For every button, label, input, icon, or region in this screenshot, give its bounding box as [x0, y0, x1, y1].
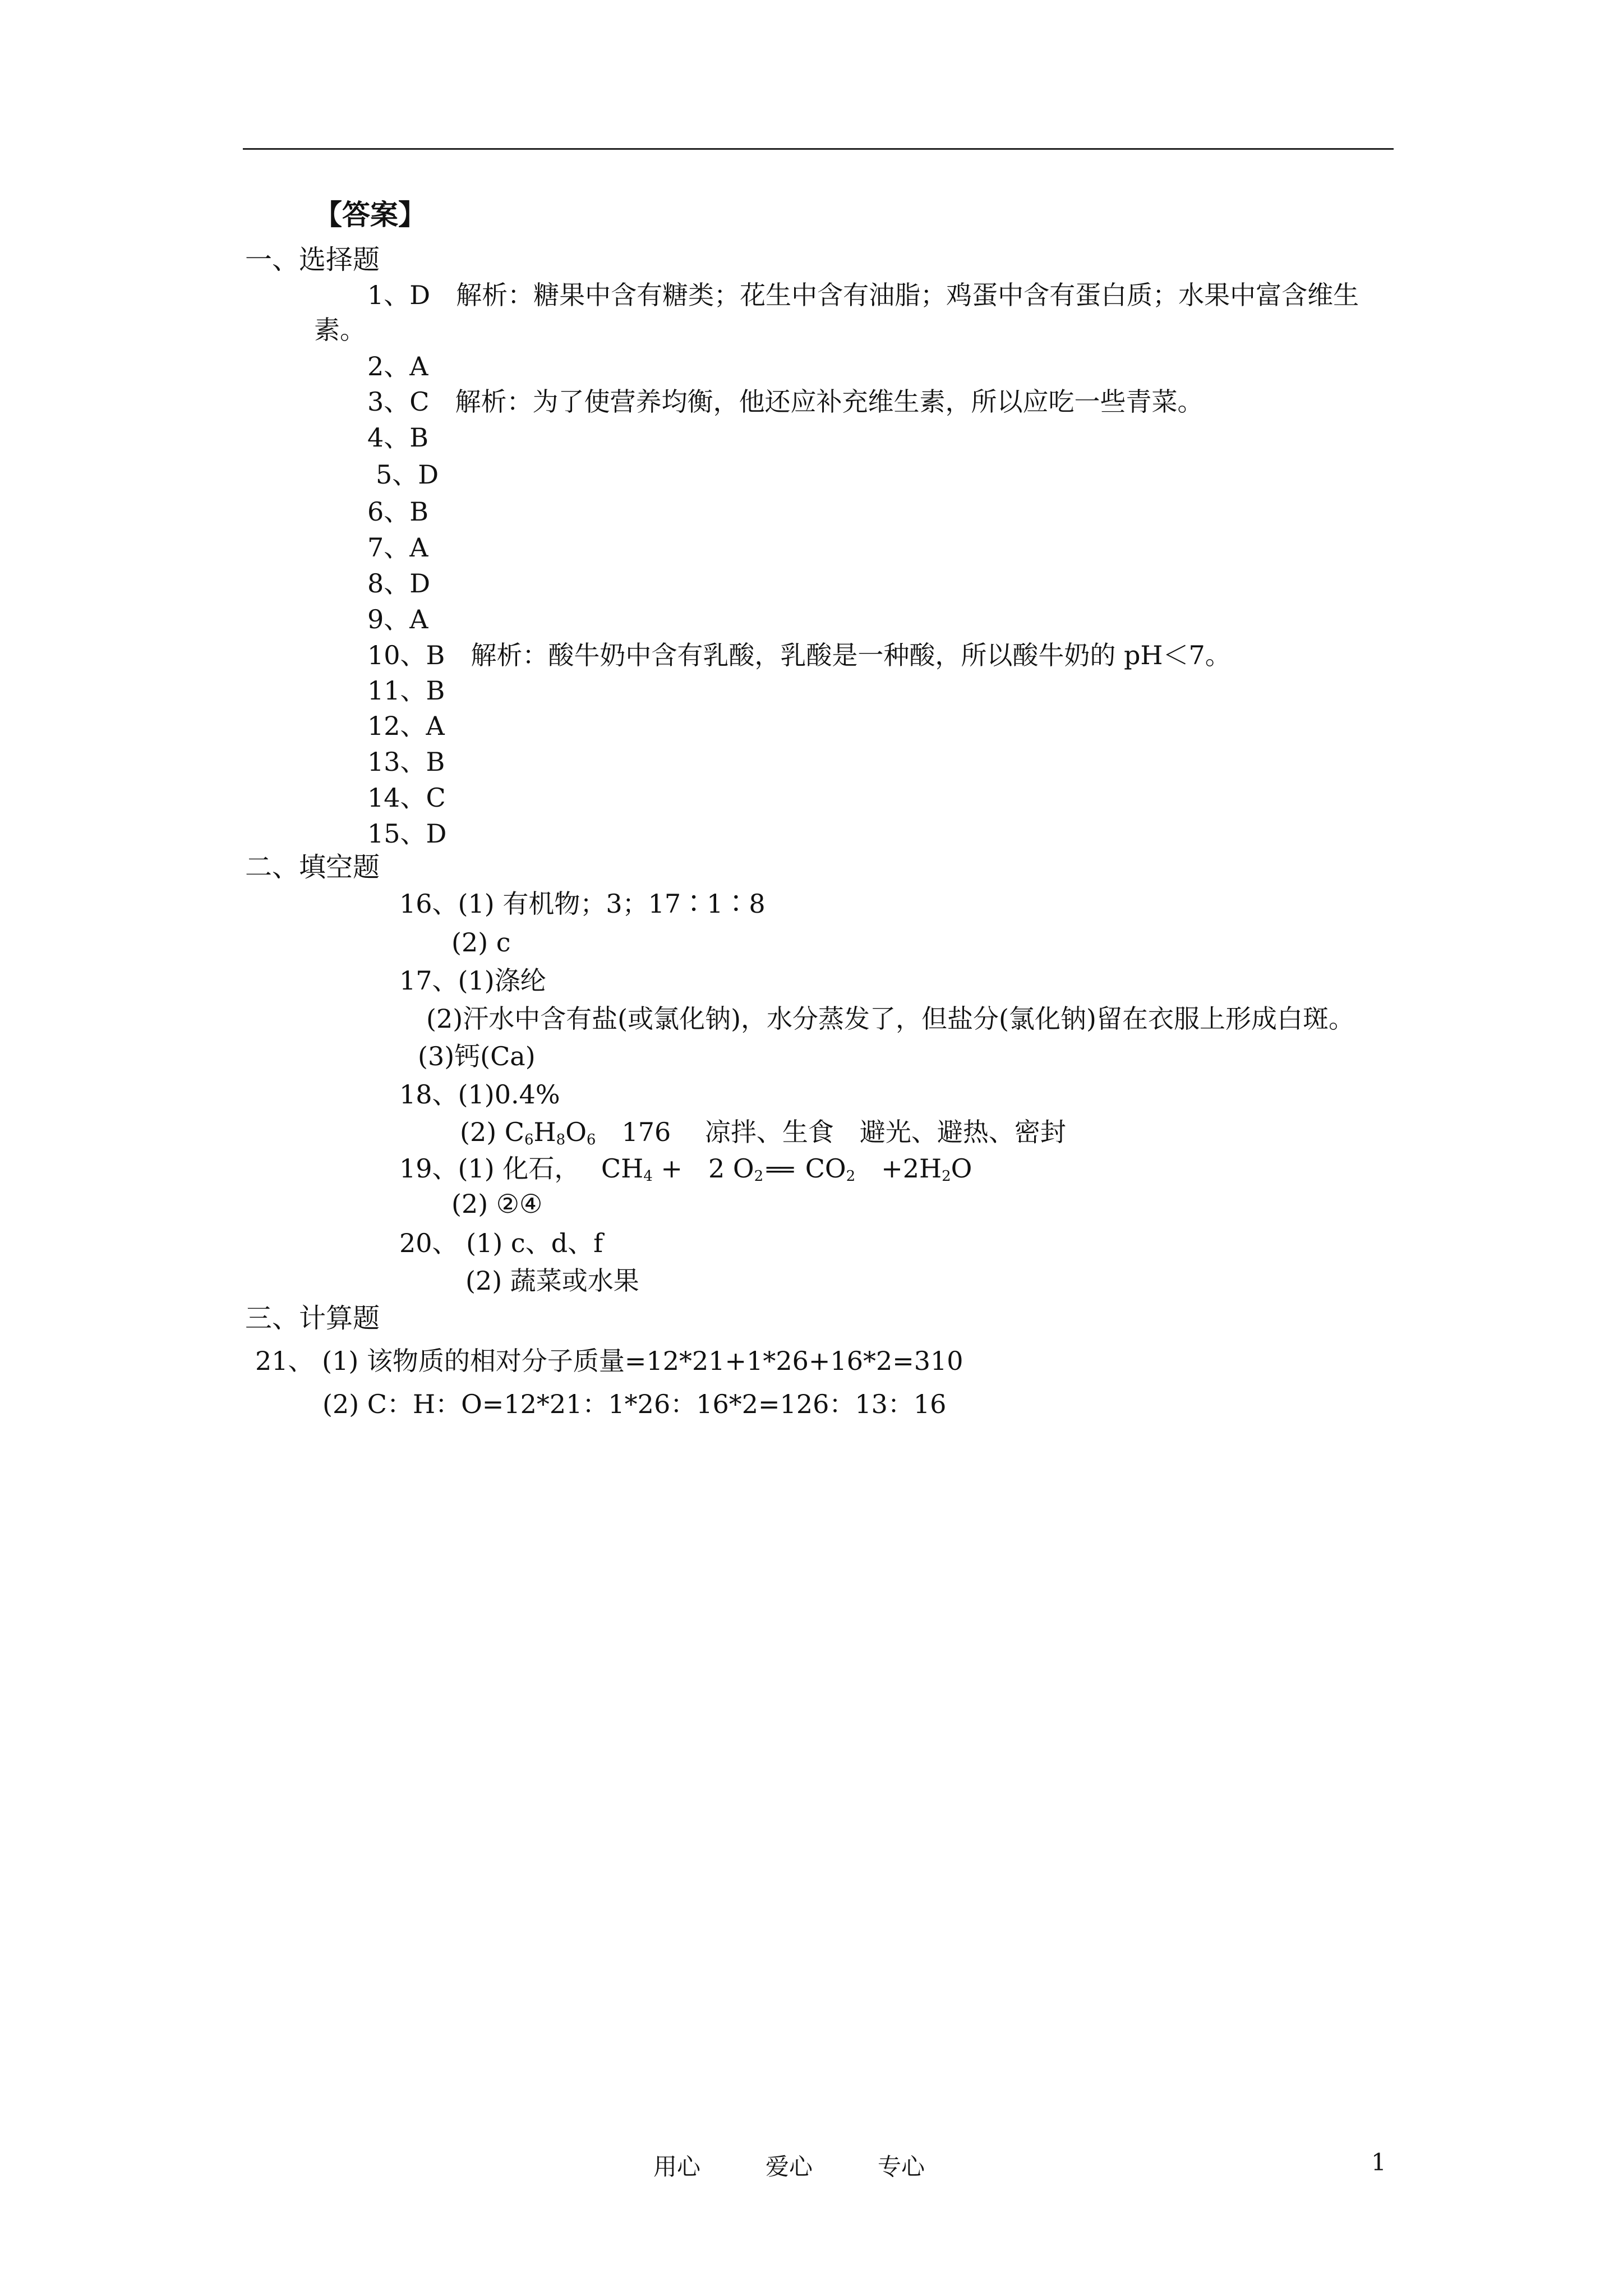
q19-end: O	[951, 1153, 972, 1184]
choice-item-13: 13、B	[367, 747, 445, 777]
fill-q18-1: 18、(1)0.4%	[399, 1079, 560, 1110]
fill-q20-1: 20、 (1) c、d、f	[399, 1228, 603, 1258]
q19-prefix: 19、(1) 化石， CH	[399, 1153, 644, 1184]
calc-q21-2: (2) C：H：O=12*21：1*26：16*2=126：13：16	[322, 1389, 947, 1419]
footer-motto-2: 爱心	[766, 2153, 813, 2180]
choice-item-4: 4、B	[367, 422, 429, 453]
fill-q17-3: (3)钙(Ca)	[418, 1041, 536, 1071]
choice-item-9: 9、A	[367, 604, 428, 634]
choice-item-14: 14、C	[367, 783, 446, 813]
q19-equals-sign: ══	[767, 1157, 794, 1183]
fill-q16-1: 16、(1) 有机物；3；17∶1∶8	[399, 889, 766, 919]
choice-item-2: 2、A	[367, 351, 428, 381]
q18-formula-h: H	[533, 1117, 556, 1147]
choice-item-3: 3、C 解析：为了使营养均衡，他还应补充维生素，所以应吃一些青菜。	[367, 386, 1204, 417]
q18-sub-2: 8	[556, 1131, 566, 1148]
fill-q17-2: (2)汗水中含有盐(或氯化钠)，水分蒸发了，但盐分(氯化钠)留在衣服上形成白斑。	[426, 1004, 1354, 1034]
choice-item-7: 7、A	[367, 532, 428, 563]
fill-q16-2: (2) c	[451, 927, 511, 958]
footer-motto-3: 专心	[878, 2153, 925, 2180]
q19-sub-2: 2	[754, 1168, 764, 1185]
section-calc: 三、计算题	[245, 1303, 380, 1334]
choice-item-6: 6、B	[367, 496, 429, 527]
fill-q19-1	[399, 1153, 972, 1192]
choice-item-1-cont: 素。	[314, 315, 366, 345]
q18-rest: 176 凉拌、生食 避光、避热、密封	[596, 1117, 1066, 1147]
choice-item-10: 10、B 解析：酸牛奶中含有乳酸，乳酸是一种酸，所以酸牛奶的 pH＜7。	[367, 640, 1231, 670]
calc-q21-1: 21、 (1) 该物质的相对分子质量=12*21+1*26+16*2=310	[255, 1346, 963, 1376]
q19-co: CO	[797, 1153, 846, 1184]
q18-sub-1: 6	[524, 1131, 534, 1148]
section-fill: 二、填空题	[245, 852, 380, 883]
choice-item-1: 1、D 解析：糖果中含有糖类；花生中含有油脂；鸡蛋中含有蛋白质；水果中富含维生	[367, 280, 1359, 310]
fill-q19-2: (2) ②④	[451, 1189, 543, 1219]
choice-item-11: 11、B	[367, 675, 445, 706]
q19-sub-1: 4	[643, 1168, 653, 1185]
choice-item-15: 15、D	[367, 818, 447, 849]
q19-mid: + 2 O	[652, 1153, 754, 1184]
page-number: 1	[1371, 2148, 1386, 2176]
q19-sub-3: 2	[846, 1168, 856, 1185]
choice-item-5: 5、D	[376, 459, 439, 490]
fill-q17-1: 17、(1)涤纶	[399, 965, 546, 996]
answer-heading: 【答案】	[314, 198, 426, 231]
q19-rest: +2H	[855, 1153, 942, 1184]
fill-q18-2	[460, 1116, 1066, 1156]
q19-sub-4: 2	[942, 1168, 951, 1185]
q18-formula-o: O	[565, 1117, 587, 1147]
choice-item-8: 8、D	[367, 568, 431, 599]
q18-sub-3: 6	[586, 1131, 596, 1148]
footer-motto-1: 用心	[653, 2153, 701, 2180]
fill-q20-2: (2) 蔬菜或水果	[465, 1266, 639, 1296]
section-choice: 一、选择题	[245, 244, 380, 275]
header-rule	[243, 148, 1394, 150]
choice-item-12: 12、A	[367, 711, 445, 741]
q18-formula-c: (2) C	[460, 1117, 524, 1147]
